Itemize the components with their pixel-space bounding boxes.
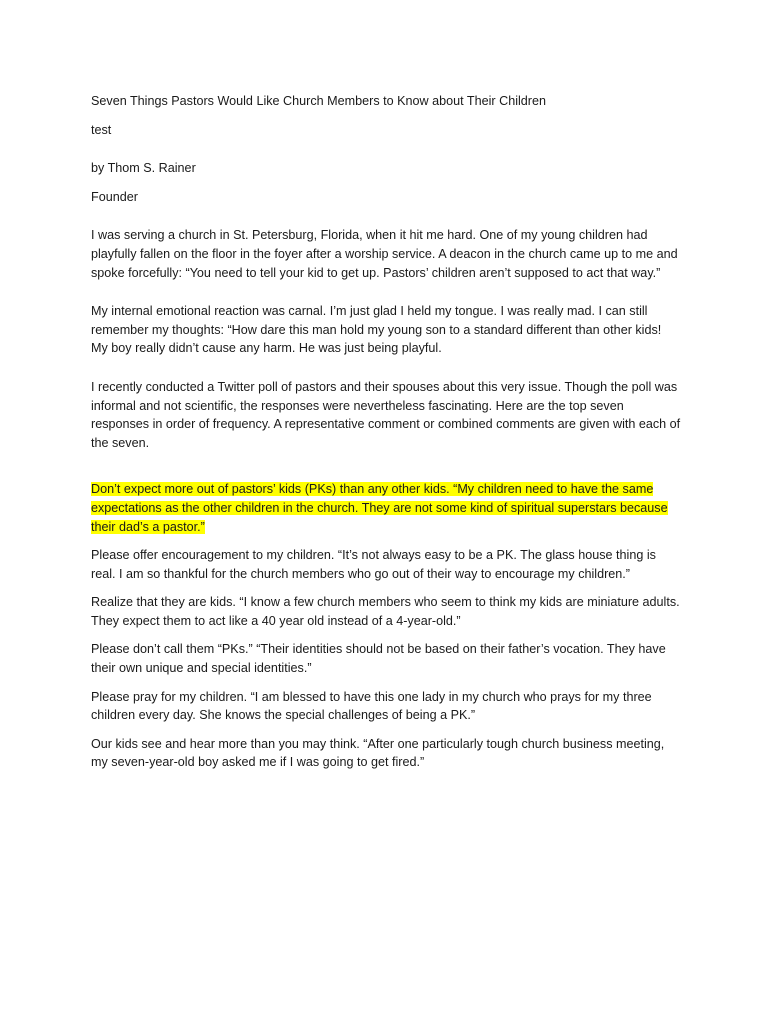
list-item: Our kids see and hear more than you may think. “After one particularly tough church business meeting, my seven-year-old boy asked me if I was going to get fired.” — [91, 736, 665, 770]
byline: by Thom S. Rainer — [91, 161, 196, 176]
author-role: Founder — [91, 189, 138, 204]
list-item: Realize that they are kids. “I know a few church members who seem to think my kids are miniature adults. They expect them to act like a 40 year old instead of a 4-year-old.” — [91, 595, 680, 628]
paragraph-intro: I was serving a church in St. Petersburg, Florida, when it hit me hard. One of my young children had playfully fallen on the floor in the foyer after a worship service. A deacon in the church came up to me and spoke forcefully: “You need to tell your kid to get up. Pastors’ children aren’t supposed to act that way.” — [91, 228, 678, 280]
highlighted-text: Don’t expect more out of pastors’ kids (PKs) than any other kids. “My children need to have the same expectations as the other children in the church. They are not some kind of spiritual superstars because their dad’s a pastor.” — [91, 482, 668, 534]
paragraph-poll: I recently conducted a Twitter poll of pastors and their spouses about this very issue. Though the poll was informal and not scientific, the responses were nevertheless fascinating. Here are the top seven responses in order of frequency. A representative comment or combined comments are given with each of the seven. — [91, 379, 681, 450]
list-item: Please don’t call them “PKs.” “Their identities should not be based on their father’s vocation. They have their own unique and special identities.” — [91, 642, 666, 676]
document-title: Seven Things Pastors Would Like Church Members to Know about Their Children — [91, 94, 547, 108]
paragraph-reaction: My internal emotional reaction was carnal. I’m just glad I held my tongue. I was really mad. I can still remember my thoughts: “How dare this man hold my young son to a standard different than other kids! My boy really didn’t cause any harm. He was just being playful. — [91, 304, 662, 356]
list-item-highlighted — [91, 480, 681, 536]
test-line: test — [91, 122, 112, 137]
document-body — [91, 92, 681, 782]
list-item: Please pray for my children. “I am blessed to have this one lady in my church who prays for my three children every day. She knows the special challenges of being a PK.” — [91, 689, 652, 723]
list-item: Please offer encouragement to my children. “It’s not always easy to be a PK. The glass house thing is real. I am so thankful for the church members who go out of their way to encourage my children.” — [91, 548, 656, 581]
